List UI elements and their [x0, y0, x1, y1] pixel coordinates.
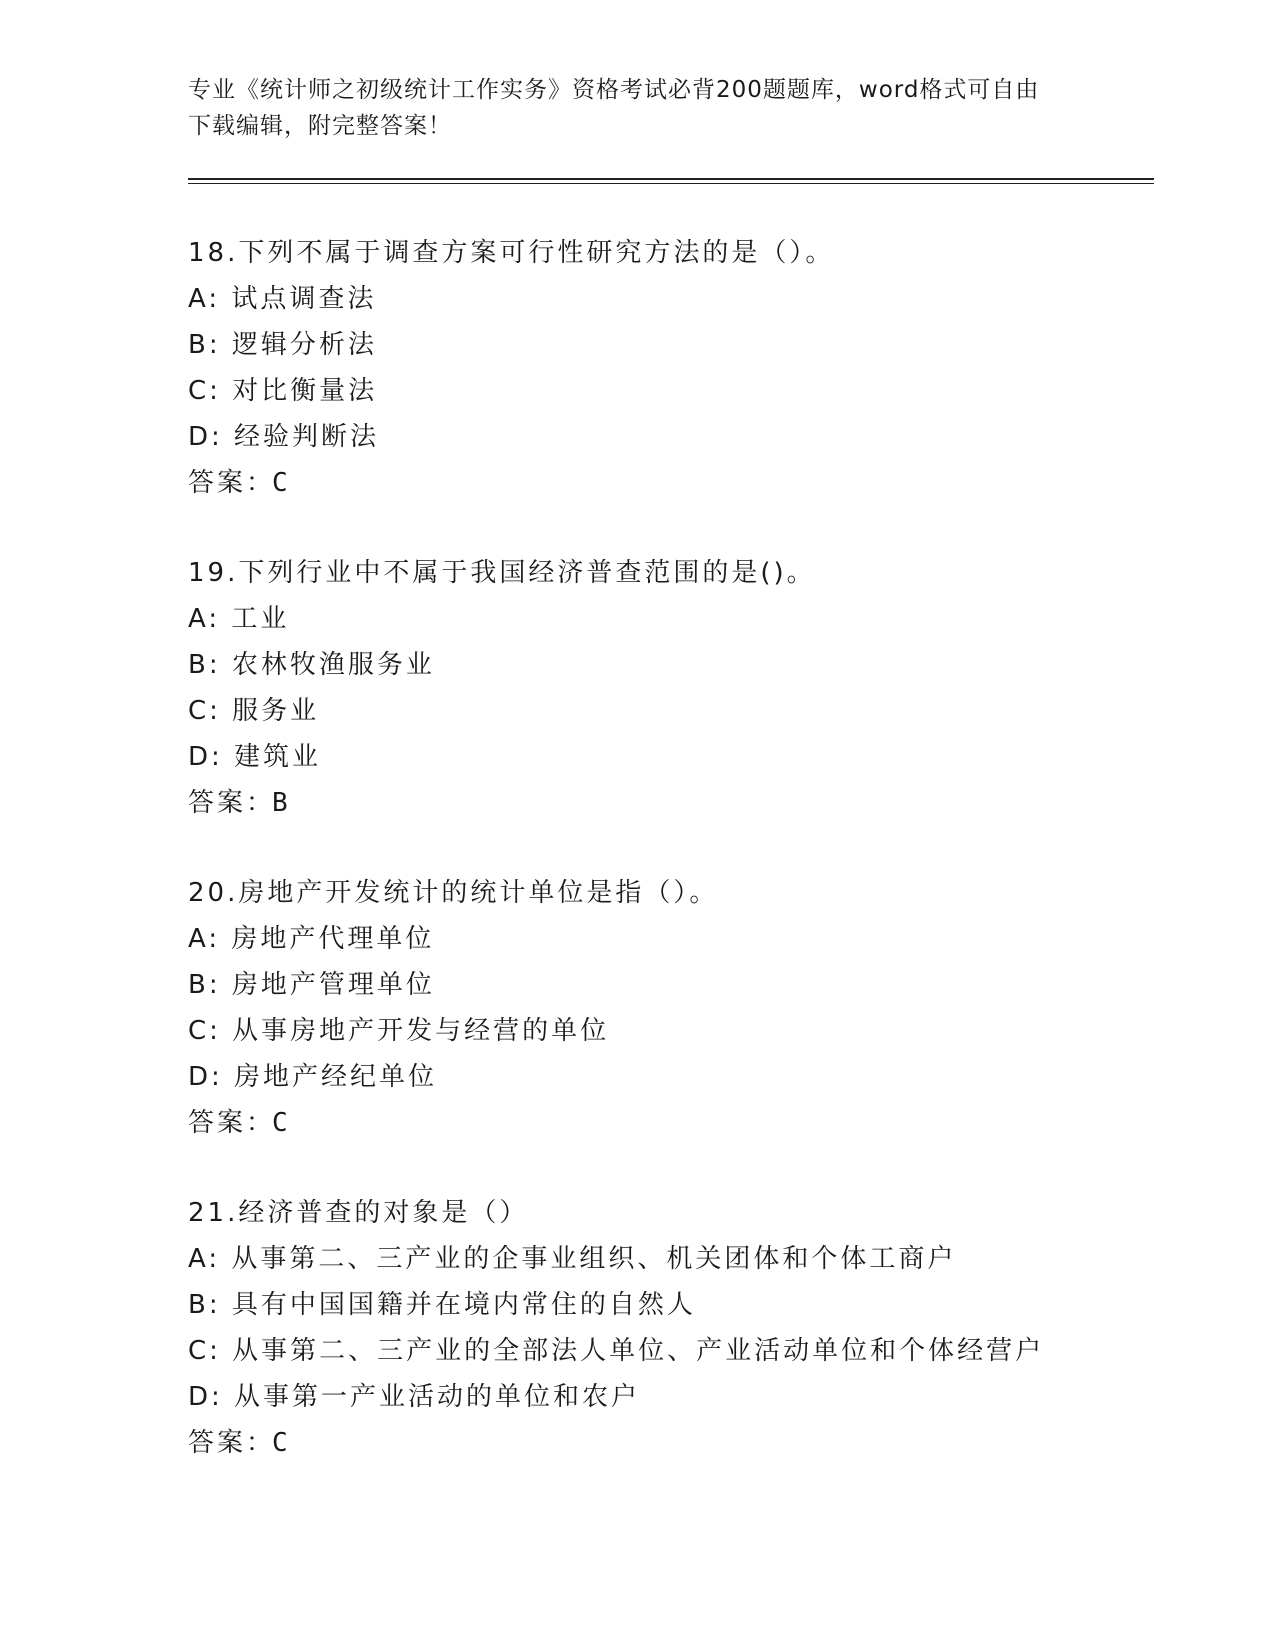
option-b: B: 逻辑分析法: [188, 330, 377, 360]
question-19: [188, 550, 1168, 870]
question-stem: 19.下列行业中不属于我国经济普查范围的是()。: [188, 558, 816, 588]
question-18: [188, 230, 1168, 550]
option-d: D: 经验判断法: [188, 422, 380, 452]
answer-separator: ：: [246, 468, 273, 498]
question-20: [188, 870, 1168, 1190]
answer-value: C: [272, 1428, 288, 1458]
option-a: A: 房地产代理单位: [188, 924, 435, 954]
question-stem: 18.下列不属于调查方案可行性研究方法的是（）。: [188, 238, 835, 268]
answer-separator: ：: [246, 788, 273, 818]
option-a: A: 工业: [188, 604, 290, 634]
question-stem: 21.经济普查的对象是（）: [188, 1198, 529, 1228]
option-c: C: 从事房地产开发与经营的单位: [188, 1016, 610, 1046]
header-line-2: 下载编辑，附完整答案！: [188, 113, 452, 139]
answer-separator: ：: [246, 1108, 273, 1138]
option-c: C: 对比衡量法: [188, 376, 378, 406]
answer-line: [188, 1100, 1168, 1146]
answer-label: 答案: [188, 788, 247, 818]
answer-line: [188, 460, 1168, 506]
answer-line: [188, 1420, 1168, 1466]
answer-value: C: [272, 468, 288, 498]
option-b: B: 具有中国国籍并在境内常住的自然人: [188, 1290, 696, 1320]
option-a: A: 从事第二、三产业的企事业组织、机关团体和个体工商户: [188, 1244, 957, 1274]
answer-label: 答案: [188, 468, 247, 498]
option-d: D: 房地产经纪单位: [188, 1062, 438, 1092]
option-c: C: 从事第二、三产业的全部法人单位、产业活动单位和个体经营户: [188, 1336, 1045, 1366]
option-b: B: 农林牧渔服务业: [188, 650, 435, 680]
option-d: D: 建筑业: [188, 742, 322, 772]
header-divider-bottom: [188, 183, 1154, 184]
answer-line: [188, 780, 1168, 826]
answer-value: B: [272, 788, 288, 818]
question-21: [188, 1190, 1168, 1510]
option-c: C: 服务业: [188, 696, 320, 726]
answer-separator: ：: [246, 1428, 273, 1458]
answer-value: C: [272, 1108, 288, 1138]
option-d: D: 从事第一产业活动的单位和农户: [188, 1382, 641, 1412]
answer-label: 答案: [188, 1428, 247, 1458]
header-line-1: 专业《统计师之初级统计工作实务》资格考试必背200题题库，word格式可自由: [188, 77, 1040, 103]
question-list: [188, 230, 1168, 1510]
answer-label: 答案: [188, 1108, 247, 1138]
document-header: [188, 72, 1088, 144]
option-b: B: 房地产管理单位: [188, 970, 435, 1000]
option-a: A: 试点调查法: [188, 284, 377, 314]
header-divider-top: [188, 178, 1154, 180]
question-stem: 20.房地产开发统计的统计单位是指（）。: [188, 878, 719, 908]
